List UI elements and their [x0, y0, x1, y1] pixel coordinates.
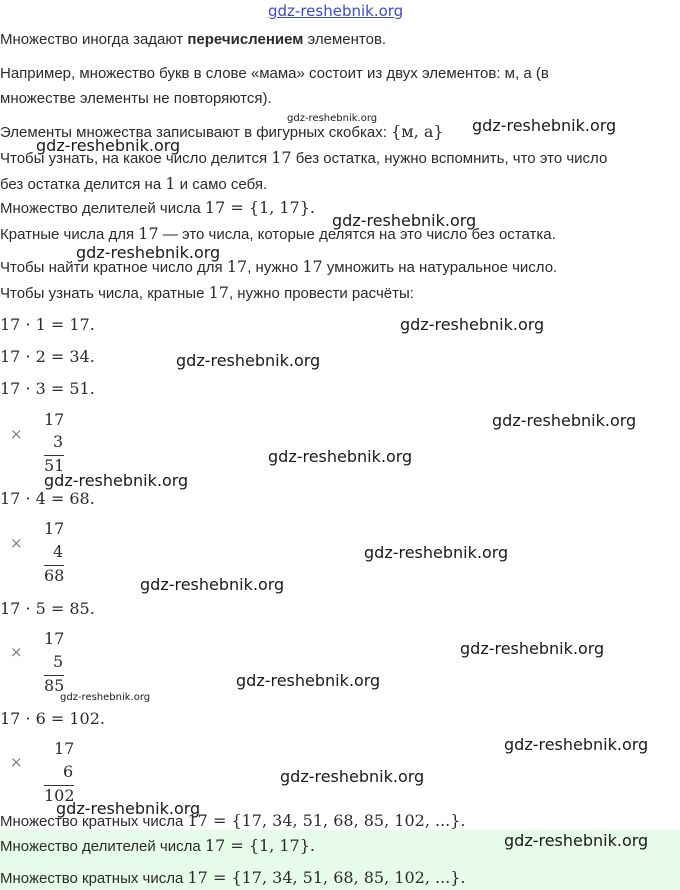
answer-divisors — [0, 836, 315, 855]
find-pre: Чтобы найти кратное число для — [0, 259, 227, 276]
column-top: 17 — [54, 739, 75, 758]
multiply-sign: × — [10, 425, 23, 443]
multiply-sign: × — [10, 643, 23, 661]
multiples-set-text: Множество кратных числа — [0, 813, 188, 830]
braces-text: Элементы множества записывают в фигурных скобках: — [0, 124, 392, 141]
column-result: 102 — [44, 786, 75, 805]
mdef-number: 17 — [138, 224, 159, 243]
div-line2-post: и само себя. — [175, 176, 268, 193]
find-n2: 17 — [302, 257, 323, 276]
answer-multiples — [0, 868, 466, 887]
example-line-2: множестве элементы не повторяются). — [0, 90, 272, 107]
equation-4: 17 · 4 = 68. — [0, 489, 95, 508]
braces-set: {м, а} — [391, 122, 444, 141]
multiples-set-math: 17 = {17, 34, 51, 68, 85, 102, ...}. — [187, 811, 466, 830]
column-result: 85 — [44, 676, 65, 695]
intro-paragraph — [0, 31, 386, 48]
equation-3: 17 · 3 = 51. — [0, 379, 95, 398]
div-pre: Чтобы узнать, на какое число делится — [0, 150, 272, 167]
equation-5: 17 · 5 = 85. — [0, 599, 95, 618]
equation-1: 17 · 1 = 17. — [0, 315, 95, 334]
answer-multiples-math: 17 = {17, 34, 51, 68, 85, 102, ...}. — [187, 868, 466, 887]
column-result: 51 — [44, 456, 65, 475]
watermark: gdz-reshebnik.org — [472, 116, 617, 135]
find-post: умножить на натуральное число. — [322, 259, 558, 276]
column-top: 17 — [44, 410, 65, 429]
watermark: gdz-reshebnik.org — [60, 692, 151, 703]
column-multiplier: 4 — [53, 542, 64, 561]
divisibility-line-2 — [0, 174, 267, 193]
divisors-math: 17 = {1, 17}. — [204, 198, 315, 217]
watermark: gdz-reshebnik.org — [504, 735, 649, 754]
watermark: gdz-reshebnik.org — [400, 315, 545, 334]
multiples-set-line — [0, 811, 466, 830]
multiply-sign: × — [10, 534, 23, 552]
watermark: gdz-reshebnik.org — [332, 211, 477, 230]
watermark: gdz-reshebnik.org — [140, 575, 285, 594]
div-one: 1 — [165, 174, 176, 193]
watermark: gdz-reshebnik.org — [76, 243, 221, 262]
divisors-line — [0, 198, 315, 217]
equation-6: 17 · 6 = 102. — [0, 709, 105, 728]
column-result: 68 — [44, 566, 65, 585]
column-top: 17 — [44, 519, 65, 538]
watermark: gdz-reshebnik.org — [287, 113, 378, 124]
calc-pre: Чтобы узнать числа, кратные — [0, 285, 209, 302]
watermark: gdz-reshebnik.org — [364, 543, 509, 562]
example-line-1: Например, множество букв в слове «мама» состоит из двух элементов: м, а (в — [0, 65, 549, 82]
watermark: gdz-reshebnik.org — [44, 471, 189, 490]
div-number: 17 — [271, 148, 292, 167]
intro-post: элементов. — [303, 31, 387, 48]
divisors-text: Множество делителей числа — [0, 200, 205, 217]
mdef-pre: Кратные числа для — [0, 226, 139, 243]
answer-multiples-text: Множество кратных числа — [0, 870, 188, 887]
watermark: gdz-reshebnik.org — [236, 671, 381, 690]
watermark: gdz-reshebnik.org — [176, 351, 321, 370]
answer-divisors-math: 17 = {1, 17}. — [204, 836, 315, 855]
answer-divisors-text: Множество делителей числа — [0, 838, 205, 855]
watermark: gdz-reshebnik.org — [504, 831, 649, 850]
calc-post: , нужно провести расчёты: — [228, 285, 414, 302]
intro-bold-term: перечислением — [187, 31, 304, 48]
multiples-definition — [0, 224, 556, 243]
watermark-top-link[interactable]: gdz-reshebnik.org — [268, 2, 404, 20]
mdef-post: — это числа, которые делятся на это число без остатка. — [158, 226, 556, 243]
column-multiplier: 3 — [53, 432, 64, 451]
watermark: gdz-reshebnik.org — [460, 639, 605, 658]
watermark: gdz-reshebnik.org — [492, 411, 637, 430]
div-post: без остатка, нужно вспомнить, что это число — [291, 150, 608, 167]
watermark: gdz-reshebnik.org — [268, 447, 413, 466]
intro-pre: Множество иногда задают — [0, 31, 188, 48]
find-n1: 17 — [226, 257, 248, 276]
multiply-sign: × — [10, 753, 23, 771]
column-multiplier: 6 — [63, 762, 74, 781]
find-multiple-line — [0, 257, 557, 276]
column-multiplier: 5 — [53, 652, 64, 671]
divisibility-line-1 — [0, 148, 607, 167]
watermark: gdz-reshebnik.org — [56, 799, 201, 818]
equation-2: 17 · 2 = 34. — [0, 347, 95, 366]
calc-number: 17 — [208, 283, 229, 302]
find-mid: , нужно — [247, 259, 303, 276]
watermark: gdz-reshebnik.org — [36, 136, 181, 155]
watermark: gdz-reshebnik.org — [280, 767, 425, 786]
calc-intro-line — [0, 283, 414, 302]
div-line2-pre: без остатка делится на — [0, 176, 166, 193]
braces-line — [0, 122, 444, 141]
column-top: 17 — [44, 629, 65, 648]
